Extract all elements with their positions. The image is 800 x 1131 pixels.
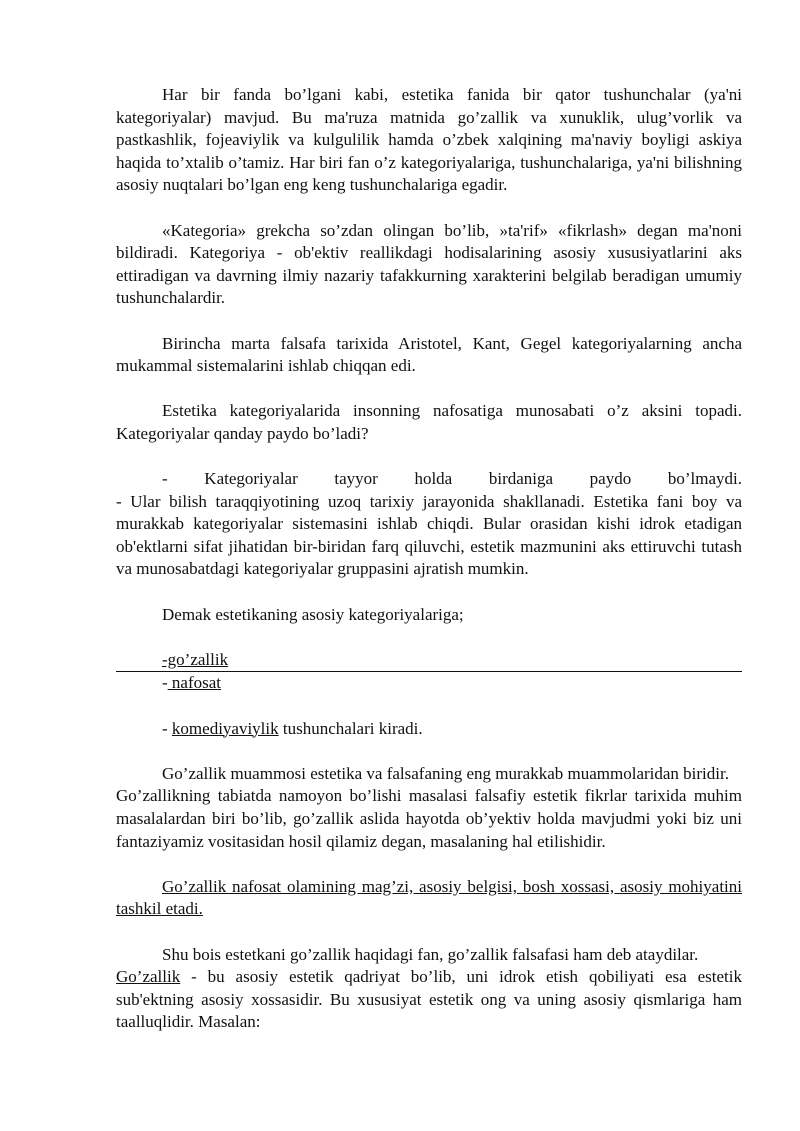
list-dash: -: [162, 673, 168, 693]
paragraph-estetika-kategoriyalari: Estetika kategoriyalarida insonning nafosatiga munosabati o’z aksini topadi. Kategoriyalar qanday paydo bo’ladi?: [116, 401, 742, 443]
list-dash: -: [162, 718, 172, 738]
paragraph-gozallik-tabiatda: Go’zallikning tabiatda namoyon bo’lishi masalasi falsafiy estetik fikrlar tarixida muhim masalalardan biri bo’lib, go’zallik aslida hayotda ob’yektiv holda mavjudmi yoki biz uni fantaziyamiz vositasidan hosil qilamiz degan, masalaning hal etilishidir.: [116, 786, 742, 851]
list-item-nafosat-text: nafosat: [167, 673, 222, 693]
paragraph-kategoriyalar-line1: - Kategoriyalar tayyor holda birdaniga paydo bo’lmaydi.: [162, 469, 742, 489]
paragraph-demak: Demak estetikaning asosiy kategoriyalariga;: [162, 604, 464, 624]
list-item-gozallik: [116, 649, 742, 673]
paragraph-gozallik-muammosi: Go’zallik muammosi estetika va falsafaning eng murakkab muammolaridan biridir.: [162, 763, 729, 783]
paragraph-kategoria-definition: «Kategoria» grekcha so’zdan olingan bo’lib, »ta'rif» «fikrlash» degan ma'noni bildiradi. Kategoriya - ob'ektiv reallikdagi hodisalarining asosiy xususiyatlarini aks ettiradigan va davrning ilmiy nazariy tafakkurning xarakterini belgilab beradigan umumiy tushunchalardir.: [116, 220, 742, 308]
underlined-statement: Go’zallik nafosat olamining mag’zi, asosiy belgisi, bosh xossasi, asosiy mohiyatini tashkil etadi.: [116, 876, 742, 919]
document-page: [116, 84, 742, 1034]
paragraph-categories-intro: Har bir fanda bo’lgani kabi, estetika fanida bir qator tushunchalar (ya'ni kategoriyalar) mavjud. Bu ma'ruza matnida go’zallik va xunuklik, ulug’vorlik va pastkashlik, fojeaviylik va kulgulilik hamda o’zbek xalqining ma'naviy boyligi askiya haqida to’xtalib o’tamiz. Har biri fan o’z kategoriyalariga, tushunchalariga, ya'ni bilishning asosiy nuqtalari bo’lgan eng keng tushunchalariga egadir.: [116, 85, 742, 195]
list-item-komediyaviylik: [116, 718, 742, 741]
list-item-suffix: tushunchalari kiradi.: [278, 718, 423, 738]
paragraph-gozallik-qadriyat: [116, 966, 742, 1034]
list-item-gozallik-text: -go’zallik: [116, 649, 742, 673]
paragraph-kategoriyalar-rest: - Ular bilish taraqqiyotining uzoq tarixiy jarayonida shakllanadi. Estetika fani boy va murakkab kategoriyalar sistemasini ishlab chiqdi. Bular orasidan kishi idrok etadigan ob'ektlarni sifat jihatidan bir-biridan farq qiluvchi, estetik mazmunini aks ettiruvchi tutash va munosabatdagi kategoriyalar gruppasini ajratish mumkin.: [116, 491, 742, 579]
list-item-komediyaviylik-text: komediyaviylik: [171, 718, 279, 738]
paragraph-aristotel-kant-gegel: Birincha marta falsafa tarixida Aristotel, Kant, Gegel kategoriyalarning ancha mukammal sistemalarini ishlab chiqqan edi.: [116, 333, 742, 376]
paragraph-gozallik-qadriyat-text: - bu asosiy estetik qadriyat bo’lib, uni idrok etish qobiliyati esa estetik sub'ektning asosiy xossasidir. Bu xususiyat estetik ong va uning asosiy qismlariga ham taalluqlidir. Masalan:: [116, 967, 742, 1032]
list-item-nafosat: [116, 672, 742, 695]
paragraph-shu-bois: Shu bois estetkani go’zallik haqidagi fan, go’zallik falsafasi ham deb ataydilar.: [162, 944, 699, 964]
underlined-term-gozallik: Go’zallik: [116, 967, 181, 987]
paragraph-nafosat-olamining: [116, 876, 742, 921]
